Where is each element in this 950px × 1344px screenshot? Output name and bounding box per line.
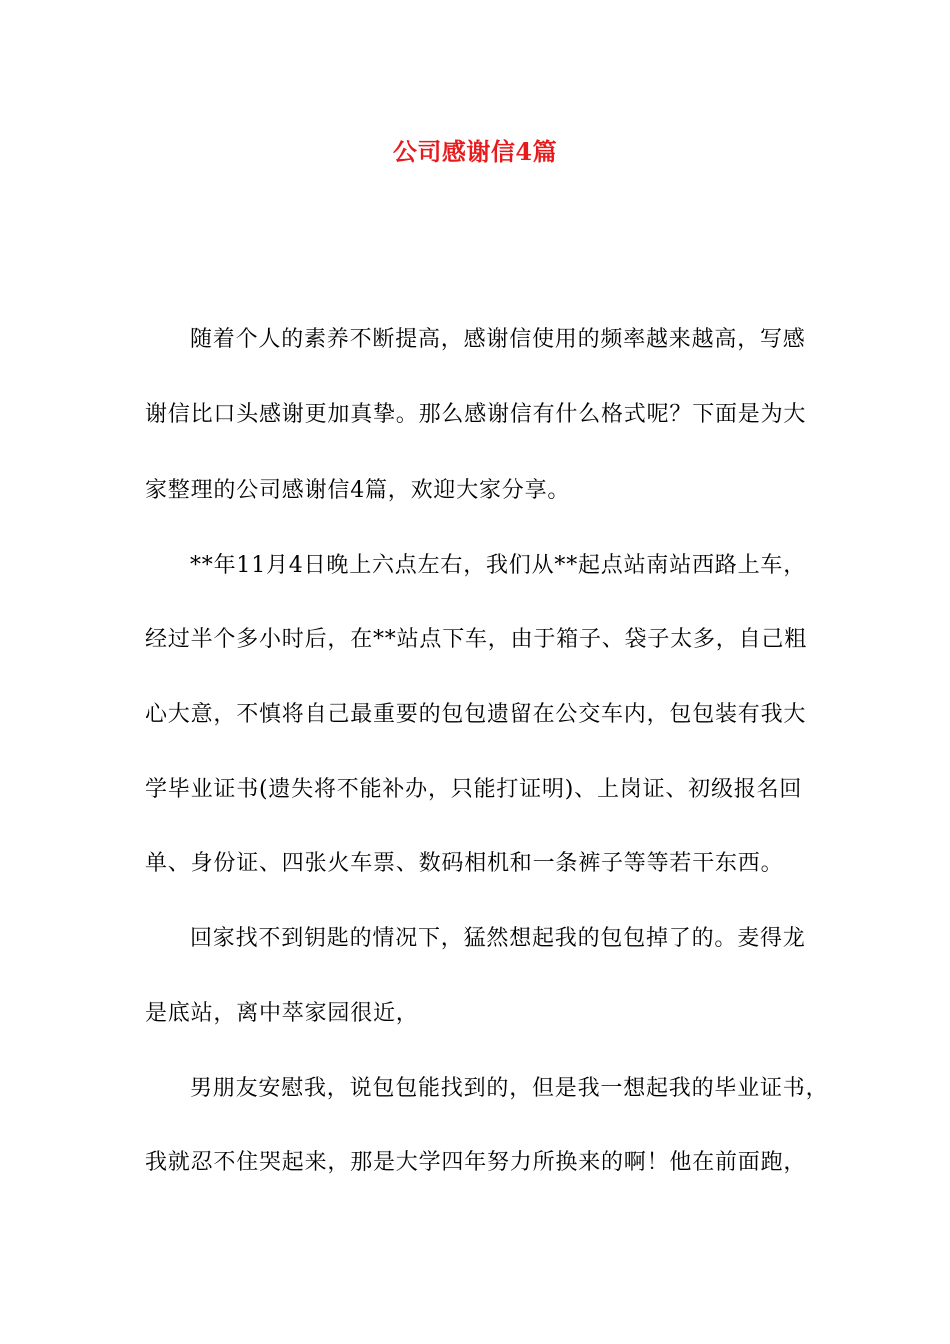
paragraph-3-line-2: 是底站，离中萃家园很近， [145, 1001, 419, 1026]
paragraph-1-line-3: 家整理的公司感谢信4篇，欢迎大家分享。 [145, 478, 571, 503]
paragraph-4-line-2: 我就忍不住哭起来，那是大学四年努力所换来的啊！他在前面跑， [145, 1150, 807, 1175]
paragraph-1-line-1: 随着个人的素养不断提高，感谢信使用的频率越来越高，写感 [190, 327, 806, 352]
document-title: 公司感谢信4篇 [392, 137, 558, 166]
paragraph-2-line-4: 学毕业证书(遗失将不能补办，只能打证明)、上岗证、初级报名回 [145, 777, 803, 802]
paragraph-2-line-2: 经过半个多小时后，在**站点下车，由于箱子、袋子太多，自己粗 [145, 627, 808, 652]
paragraph-2-line-5: 单、身份证、四张火车票、数码相机和一条裤子等等若干东西。 [145, 851, 784, 876]
paragraph-1-line-2: 谢信比口头感谢更加真挚。那么感谢信有什么格式呢？下面是为大 [145, 402, 807, 427]
paragraph-4-line-1: 男朋友安慰我，说包包能找到的，但是我一想起我的毕业证书， [190, 1076, 829, 1101]
paragraph-2-line-3: 心大意，不慎将自己最重要的包包遗留在公交车内，包包装有我大 [145, 702, 807, 727]
paragraph-3-line-1: 回家找不到钥匙的情况下，猛然想起我的包包掉了的。麦得龙 [190, 926, 806, 951]
paragraph-2-line-1: **年11月4日晚上六点左右，我们从**起点站南站西路上车， [190, 553, 806, 578]
